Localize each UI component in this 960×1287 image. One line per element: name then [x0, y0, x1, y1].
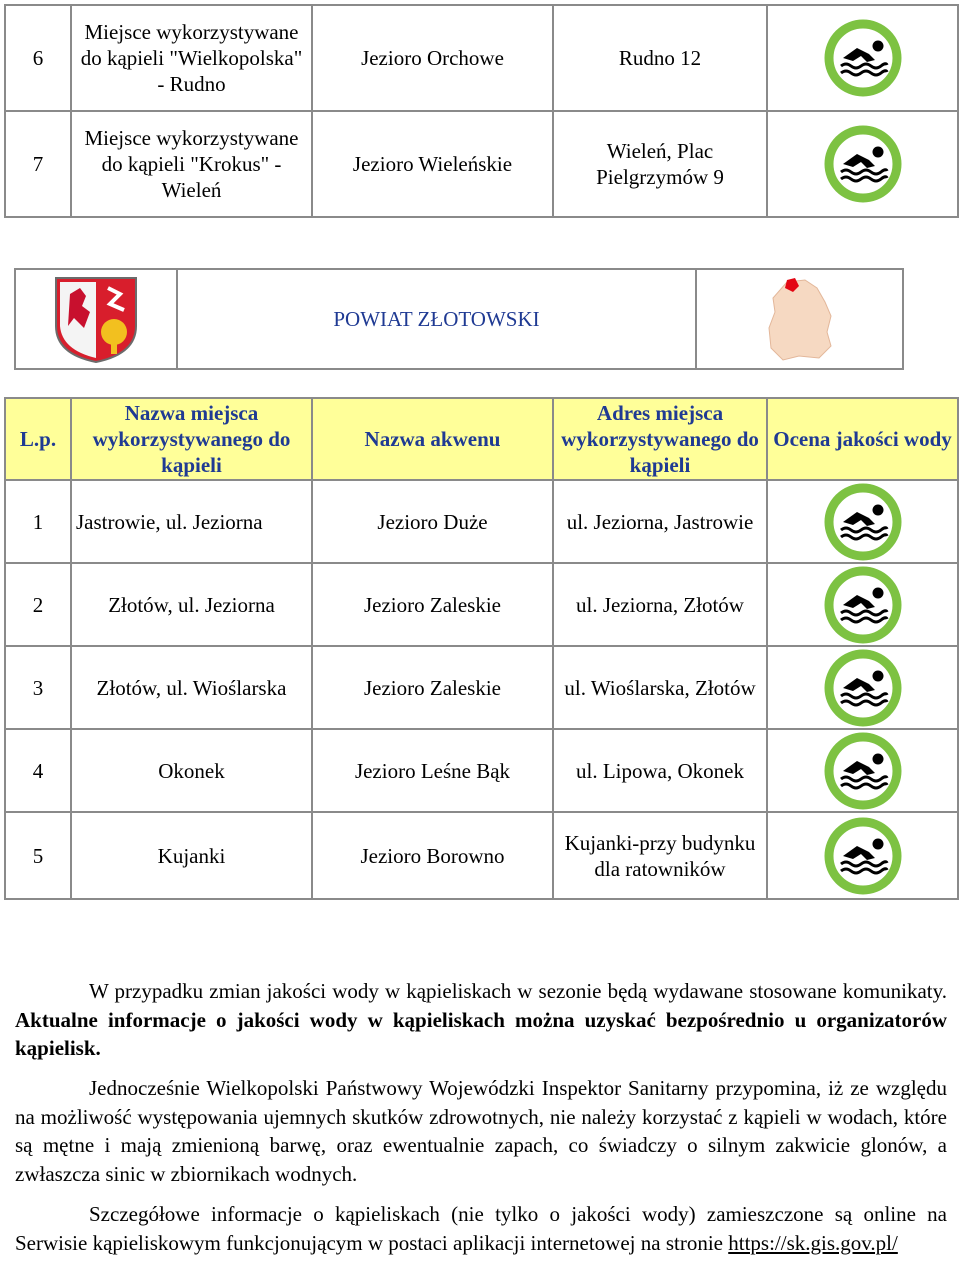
map-cell — [696, 269, 903, 369]
place-address: Wieleń, Plac Pielgrzymów 9 — [553, 111, 767, 217]
place-name: Złotów, ul. Wioślarska — [71, 646, 312, 729]
paragraph-warning: Jednocześnie Wielkopolski Państwowy Wojewódzki Inspektor Sanitarny przypomina, iż ze względu na możliwość występowania ujemnych skutków zdrowotnych, nie należy korzystać z kąpieli w wodach, które są mętne i mają zmienioną barwę, oraz ewentualnie zapach, co świadczy o silnym zakwicie glonów, a zwłaszcza sinic w zbiornikach wodnych. — [15, 1076, 947, 1186]
place-address: ul. Jeziorna, Złotów — [553, 563, 767, 646]
swimming-allowed-icon — [823, 648, 903, 728]
header-lake: Nazwa akwenu — [312, 398, 553, 480]
header-name: Nazwa miejsca wykorzystywanego do kąpieli — [71, 398, 312, 480]
table-row — [5, 729, 958, 812]
quality-cell — [767, 111, 958, 217]
header-row — [5, 398, 958, 480]
table-row — [5, 5, 958, 111]
place-address: Kujanki-przy budynku dla ratowników — [553, 812, 767, 899]
paragraph-text: W przypadku zmian jakości wody w kąpieliskach w sezonie będą wydawane stosowane komunikaty. — [89, 979, 947, 1003]
lake-name: Jezioro Zaleskie — [312, 563, 553, 646]
table-row — [5, 111, 958, 217]
region-map-icon — [765, 276, 835, 362]
table-row — [5, 480, 958, 563]
header-address: Adres miejsca wykorzystywanego do kąpieli — [553, 398, 767, 480]
lake-name: Jezioro Duże — [312, 480, 553, 563]
swimming-allowed-icon — [823, 124, 903, 204]
table-row — [5, 812, 958, 899]
place-address: Rudno 12 — [553, 5, 767, 111]
quality-cell — [767, 729, 958, 812]
header-quality: Ocena jakości wody — [767, 398, 958, 480]
row-number: 4 — [5, 729, 71, 812]
top-table — [4, 4, 959, 218]
row-number: 2 — [5, 563, 71, 646]
place-address: ul. Jeziorna, Jastrowie — [553, 480, 767, 563]
quality-cell — [767, 563, 958, 646]
lake-name: Jezioro Leśne Bąk — [312, 729, 553, 812]
place-name: Złotów, ul. Jeziorna — [71, 563, 312, 646]
table-row — [5, 646, 958, 729]
powiat-title: POWIAT ZŁOTOWSKI — [177, 269, 696, 369]
place-name: Kujanki — [71, 812, 312, 899]
paragraph-text: Szczegółowe informacje o kąpieliskach (nie tylko o jakości wody) zamieszczone są online na Serwisie kąpieliskowym funkcjonującym w postaci aplikacji internetowej na stronie — [15, 1202, 947, 1255]
place-name: Jastrowie, ul. Jeziorna — [71, 480, 312, 563]
coat-of-arms-icon — [52, 274, 140, 364]
place-name: Okonek — [71, 729, 312, 812]
swimming-allowed-icon — [823, 565, 903, 645]
powiat-table — [14, 268, 904, 370]
main-table — [4, 397, 959, 900]
quality-cell — [767, 812, 958, 899]
row-number: 7 — [5, 111, 71, 217]
row-number: 3 — [5, 646, 71, 729]
place-name: Miejsce wykorzystywane do kąpieli "Krokus" - Wieleń — [71, 111, 312, 217]
paragraph-online-info — [15, 1200, 947, 1257]
row-number: 1 — [5, 480, 71, 563]
service-link[interactable]: https://sk.gis.gov.pl/ — [728, 1230, 898, 1255]
lake-name: Jezioro Wieleńskie — [312, 111, 553, 217]
place-address: ul. Wioślarska, Złotów — [553, 646, 767, 729]
paragraph-bold-text: Aktualne informacje o jakości wody w kąpieliskach można uzyskać bezpośrednio u organizatorów kąpielisk. — [15, 1007, 947, 1060]
table-row — [5, 563, 958, 646]
coat-cell — [15, 269, 177, 369]
row-number: 5 — [5, 812, 71, 899]
lake-name: Jezioro Borowno — [312, 812, 553, 899]
quality-cell — [767, 646, 958, 729]
paragraph-changes — [15, 977, 947, 1063]
quality-cell — [767, 480, 958, 563]
header-lp: L.p. — [5, 398, 71, 480]
swimming-allowed-icon — [823, 18, 903, 98]
lake-name: Jezioro Orchowe — [312, 5, 553, 111]
swimming-allowed-icon — [823, 482, 903, 562]
quality-cell — [767, 5, 958, 111]
row-number: 6 — [5, 5, 71, 111]
place-name: Miejsce wykorzystywane do kąpieli "Wielkopolska" - Rudno — [71, 5, 312, 111]
place-address: ul. Lipowa, Okonek — [553, 729, 767, 812]
swimming-allowed-icon — [823, 816, 903, 896]
lake-name: Jezioro Zaleskie — [312, 646, 553, 729]
swimming-allowed-icon — [823, 731, 903, 811]
